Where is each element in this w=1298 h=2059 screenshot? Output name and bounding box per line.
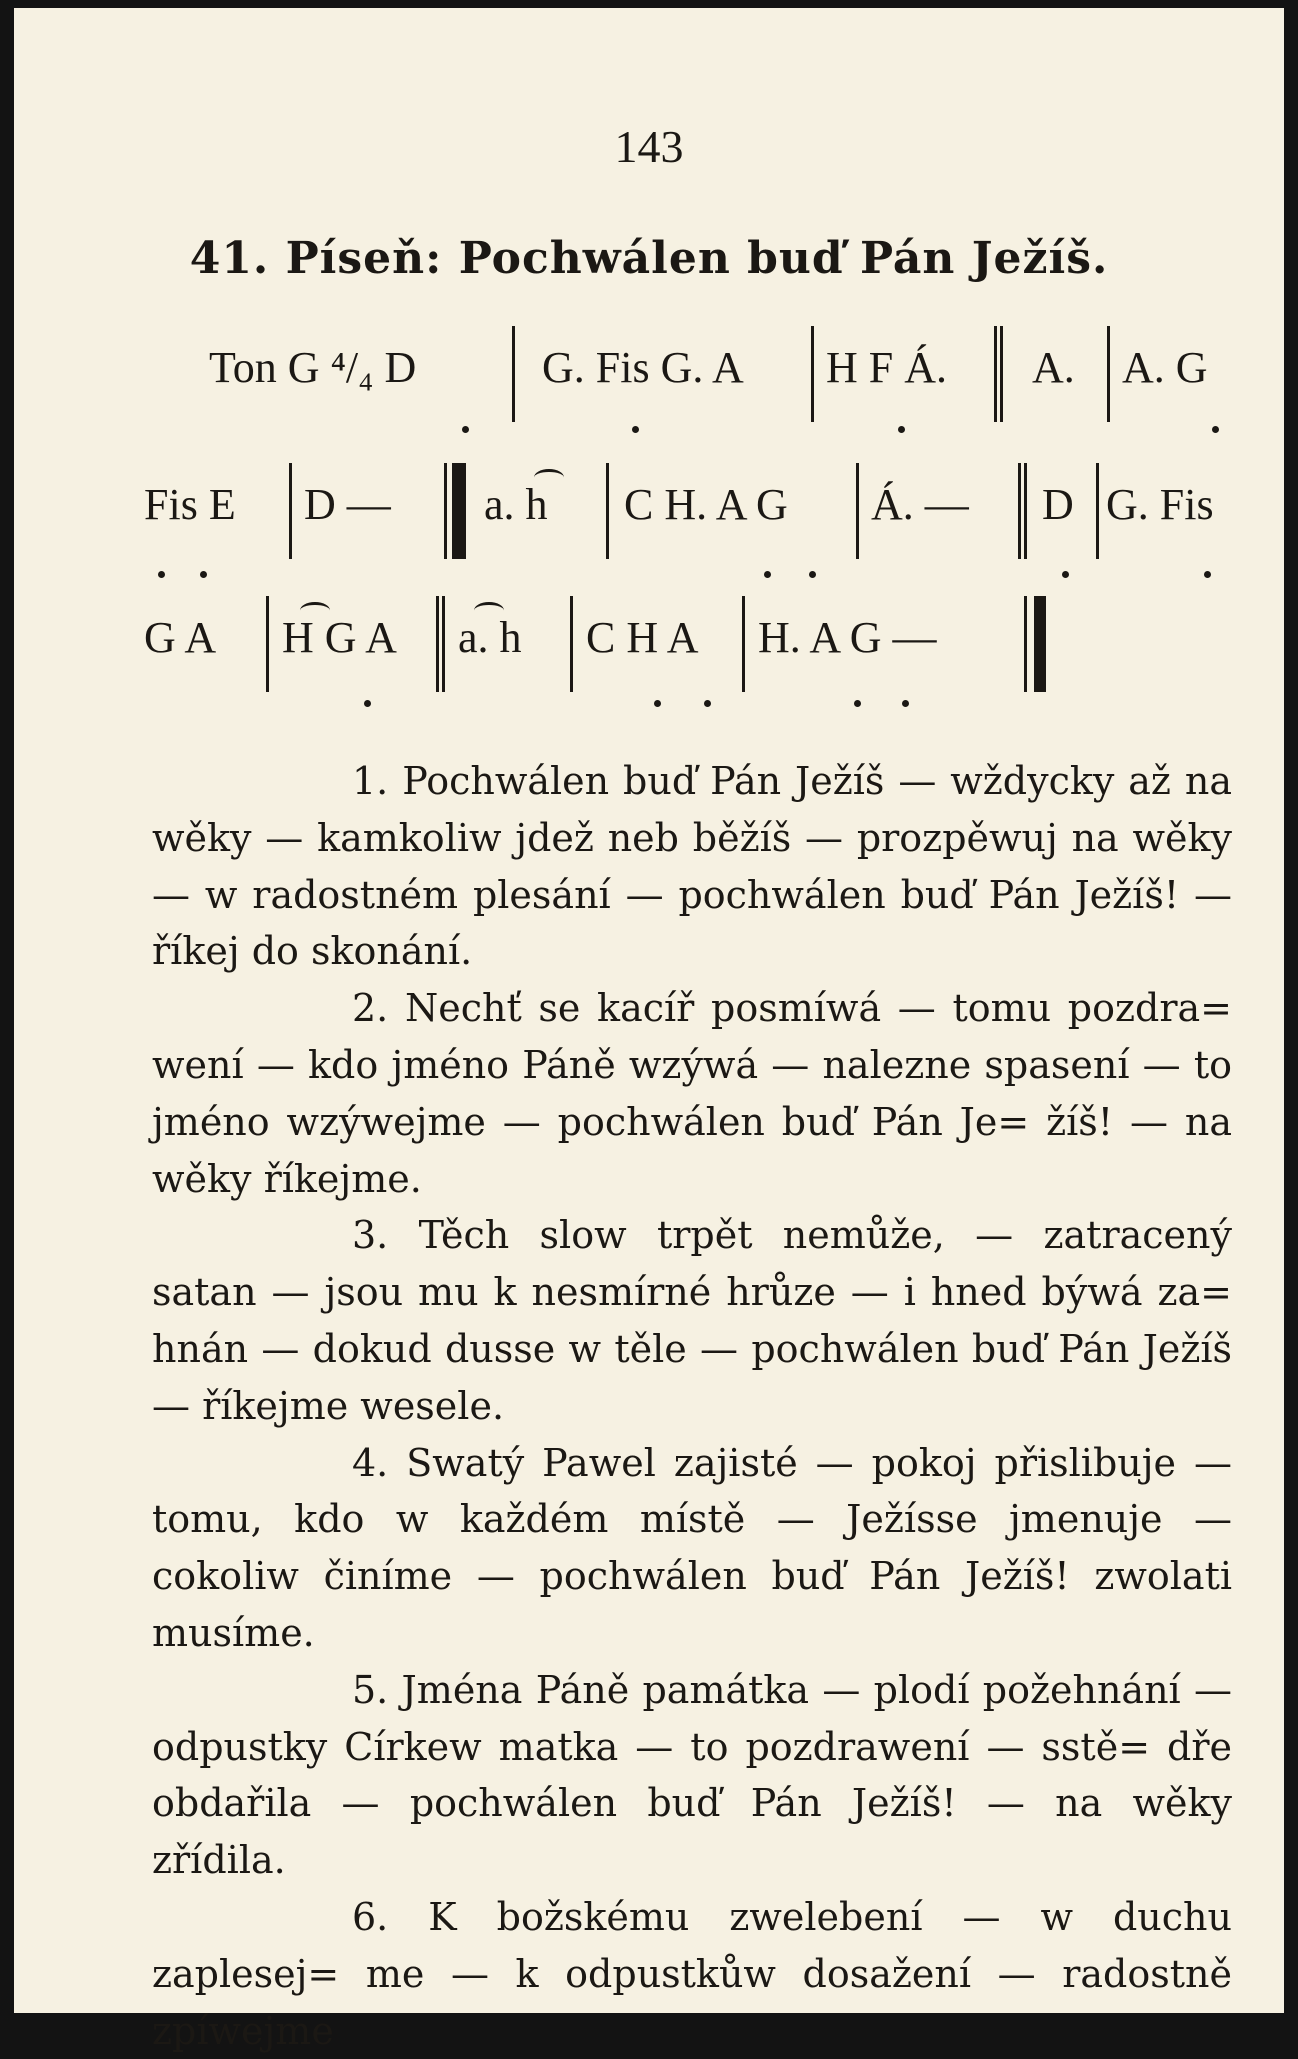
notation-group: Á. — [871, 480, 969, 529]
stanza [152, 980, 1232, 1207]
song-title: 41. Píseň: Pochwálen buď Pán Ježíš. [189, 233, 1109, 284]
notation-line-3 [144, 596, 1234, 716]
notation-group: Ton G ⁴/₄ D [209, 343, 417, 392]
note-dot [364, 700, 371, 707]
note-dot [704, 700, 711, 707]
note-dot [809, 571, 816, 578]
tie-mark [534, 469, 564, 486]
notation-group: A. G [1122, 343, 1208, 392]
stanza-text: Nechť se kacíř posmíwá — tomu pozdra= wení — kdo jméno Páně wzýwá — nalezne spasení — to jméno wzýwejme — pochwálen buď Pán Je= žíš! — na wěky říkejme. [152, 986, 1232, 1201]
stanza-text: Jména Páně památka — plodí požehnání — odpustky Církew matka — to pozdrawení — sstě= dře obdařila — pochwálen buď Pán Ježíš! — na wěky zřídila. [152, 1667, 1232, 1883]
notation-group: G. Fis [1106, 480, 1214, 529]
note-dot [1212, 426, 1219, 433]
barline [606, 463, 609, 559]
final-barline [1024, 596, 1046, 692]
note-dot [158, 571, 165, 578]
song-lyrics [152, 753, 1232, 2059]
barline [570, 596, 573, 692]
notation-group: G. Fis G. A [542, 343, 744, 392]
stanza-text: Swatý Pawel zajisté — pokoj přislibuje — tomu, kdo w každém místě — Ježísse jmenuje — cokoliw činíme — pochwálen buď Pán Ježíš! zwolati musíme. [152, 1440, 1232, 1655]
stanza-text: Těch slow trpět nemůže, — zatracený satan — jsou mu k nesmírné hrůze — i hned býwá za= hnán — dokud dusse w těle — pochwálen buď Pán Ježíš — říkejme wesele. [152, 1213, 1232, 1428]
stanza [152, 1889, 1232, 2059]
notation-group: a. h [458, 613, 522, 662]
note-dot [654, 700, 661, 707]
barline [856, 463, 859, 559]
note-dot [764, 571, 771, 578]
notation-group: D — [304, 480, 391, 529]
notation-group: A. [1032, 343, 1075, 392]
note-dot [1062, 571, 1069, 578]
tie-mark [300, 602, 330, 619]
stanza-number: 4. [352, 1440, 389, 1485]
stanza-text: Pochwálen buď Pán Ježíš — wždycky až na wěky — kamkoliw jdež neb běžíš — prozpěwuj na wěky — w radostném plesání — pochwálen buď Pán Ježíš! — říkej do skonání. [152, 759, 1232, 974]
barline [289, 463, 292, 559]
note-dot [200, 571, 207, 578]
double-barline [436, 596, 445, 692]
note-dot [632, 426, 639, 433]
stanza-number: 3. [352, 1213, 389, 1258]
notation-group: a. h [484, 480, 548, 529]
notation-group: G A [144, 613, 217, 662]
note-dot [854, 700, 861, 707]
notation-line-2 [144, 463, 1234, 583]
stanza-number: 2. [352, 986, 389, 1031]
barline [1096, 463, 1099, 559]
barline [811, 326, 814, 422]
stanza [152, 1662, 1232, 1889]
note-dot [898, 426, 905, 433]
notation-group: H. A G — [758, 613, 937, 662]
tie-mark [474, 602, 504, 619]
stanza [152, 1207, 1232, 1434]
barline [512, 326, 515, 422]
notation-group: C H A [586, 613, 699, 662]
notation-line-1 [154, 326, 1244, 446]
barline [266, 596, 269, 692]
note-dot [462, 426, 469, 433]
section-barline [444, 463, 466, 559]
page-number: 143 [614, 121, 684, 172]
note-dot [902, 700, 909, 707]
stanza [152, 753, 1232, 980]
stanza-number: 6. [352, 1894, 389, 1939]
notation-group: D [1042, 480, 1074, 529]
notation-group: Fis E [144, 480, 236, 529]
book-page [14, 8, 1284, 2053]
stanza-text: K božskému zwelebení — w duchu zaplesej= me — k odpustkůw dosažení — radostně zpíwejme [152, 1894, 1232, 2053]
double-barline [1018, 463, 1027, 559]
notation-group: H F Á. [826, 343, 948, 392]
note-dot [1204, 571, 1211, 578]
stanza-number: 5. [352, 1667, 389, 1712]
stanza [152, 1435, 1232, 1662]
notation-group: H G A [282, 613, 397, 662]
double-barline [994, 326, 1003, 422]
stanza-number: 1. [352, 759, 389, 803]
barline [742, 596, 745, 692]
notation-group: C H. A G [624, 480, 788, 529]
barline [1107, 326, 1110, 422]
